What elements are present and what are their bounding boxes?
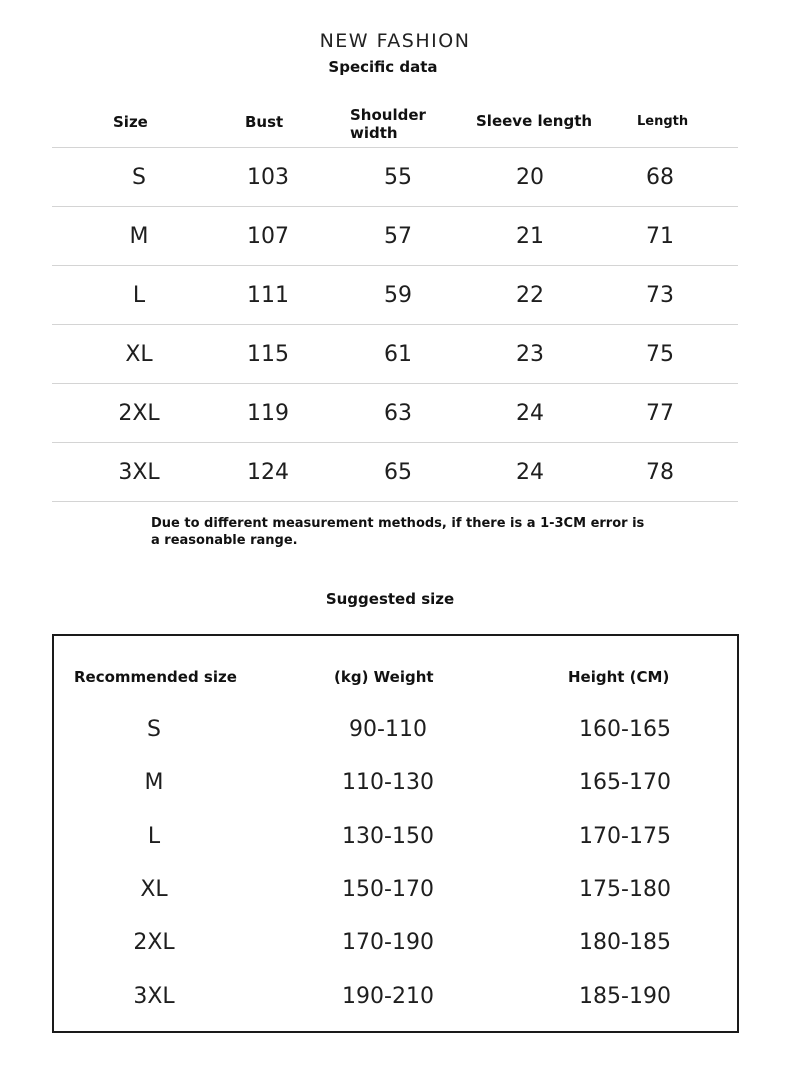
cell-height: 165-170: [579, 770, 671, 795]
table-row: [52, 384, 738, 443]
table-row: [52, 266, 738, 325]
cell-weight: 150-170: [342, 877, 434, 902]
spec-table: [52, 100, 738, 502]
table-row: [54, 980, 737, 1020]
cell-bust: 124: [247, 460, 289, 485]
cell-weight: 110-130: [342, 770, 434, 795]
cell-sleeve: 22: [516, 283, 544, 308]
column-header-weight: (kg) Weight: [334, 668, 434, 686]
column-header-sleeve-length: Sleeve length: [476, 112, 593, 130]
cell-sleeve: 21: [516, 224, 544, 249]
cell-bust: 115: [247, 342, 289, 367]
cell-height: 175-180: [579, 877, 671, 902]
cell-height: 160-165: [579, 717, 671, 742]
table-row: [52, 325, 738, 384]
measurement-note: Due to different measurement methods, if there is a 1-3CM error is a reasonable range.: [151, 516, 645, 548]
table-row: [54, 766, 737, 806]
spec-section-title: Specific data: [328, 58, 438, 76]
column-header-size: Size: [113, 113, 148, 131]
cell-size: XL: [125, 342, 153, 367]
cell-sleeve: 24: [516, 460, 544, 485]
cell-sleeve: 24: [516, 401, 544, 426]
cell-length: 78: [646, 460, 674, 485]
cell-sleeve: 20: [516, 165, 544, 190]
cell-length: 71: [646, 224, 674, 249]
cell-bust: 119: [247, 401, 289, 426]
table-row: [52, 443, 738, 502]
spec-table-header: [52, 100, 738, 148]
cell-length: 75: [646, 342, 674, 367]
table-row: [52, 148, 738, 207]
table-row: [54, 873, 737, 913]
table-row: [52, 207, 738, 266]
cell-shoulder: 55: [384, 165, 412, 190]
cell-weight: 90-110: [349, 717, 427, 742]
cell-shoulder: 59: [384, 283, 412, 308]
cell-bust: 103: [247, 165, 289, 190]
cell-shoulder: 57: [384, 224, 412, 249]
column-header-height: Height (CM): [568, 668, 670, 686]
table-row: [54, 713, 737, 753]
cell-bust: 111: [247, 283, 289, 308]
cell-shoulder: 61: [384, 342, 412, 367]
cell-size: M: [129, 224, 149, 249]
brand-title: NEW FASHION: [319, 30, 471, 52]
suggested-section-title: Suggested size: [325, 590, 455, 608]
suggested-size-table: [52, 634, 739, 1033]
column-header-length: Length: [637, 114, 689, 129]
cell-weight: 170-190: [342, 930, 434, 955]
cell-recommended-size: L: [147, 824, 161, 849]
column-header-recommended-size: Recommended size: [74, 668, 237, 686]
cell-recommended-size: M: [144, 770, 164, 795]
cell-length: 73: [646, 283, 674, 308]
cell-size: 2XL: [118, 401, 160, 426]
cell-sleeve: 23: [516, 342, 544, 367]
cell-recommended-size: 2XL: [133, 930, 175, 955]
cell-recommended-size: XL: [140, 877, 168, 902]
column-header-shoulder-width: Shoulder width: [350, 106, 426, 142]
table-row: [54, 820, 737, 860]
cell-recommended-size: S: [147, 717, 161, 742]
cell-length: 77: [646, 401, 674, 426]
cell-weight: 190-210: [342, 984, 434, 1009]
cell-size: 3XL: [118, 460, 160, 485]
cell-size: S: [132, 165, 146, 190]
cell-height: 180-185: [579, 930, 671, 955]
cell-weight: 130-150: [342, 824, 434, 849]
cell-shoulder: 63: [384, 401, 412, 426]
cell-length: 68: [646, 165, 674, 190]
column-header-bust: Bust: [245, 113, 284, 131]
cell-shoulder: 65: [384, 460, 412, 485]
table-row: [54, 926, 737, 966]
cell-bust: 107: [247, 224, 289, 249]
cell-recommended-size: 3XL: [133, 984, 175, 1009]
cell-size: L: [132, 283, 146, 308]
cell-height: 185-190: [579, 984, 671, 1009]
cell-height: 170-175: [579, 824, 671, 849]
